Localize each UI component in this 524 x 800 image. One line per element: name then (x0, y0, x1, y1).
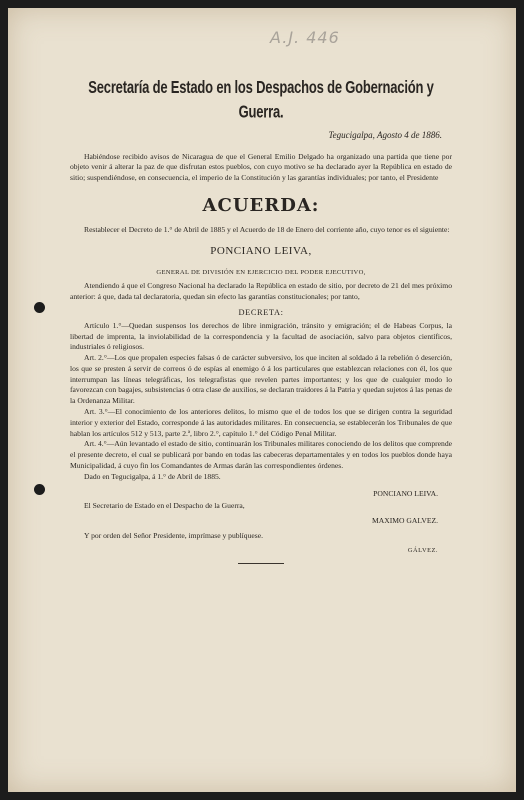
acuerda-paragraph: Restablecer el Decreto de 1.° de Abril de 1885 y el Acuerdo de 18 de Enero del corriente año, cuyo tenor es el siguiente: (84, 224, 450, 234)
decree-author: PONCIANO LEIVA, (210, 245, 312, 258)
document-body (70, 76, 452, 564)
article-paragraph: Artículo 1.°—Quedan suspensos los derechos de libre inmigración, tránsito y emigración; el de Habeas Corpus, la libertad de imprenta, la inviolabilidad de la correspondencia y la facultad de asociación, salvo para objetos científicos, industriales ó religiosos. (70, 320, 452, 352)
considering-paragraph: Atendiendo á que el Congreso Nacional ha declarado la República en estado de sitio, por decreto de 21 del mes próximo anterior: á que, dada tal declaratoria, quedan sin efecto las garantías constitucionales; por tanto, (70, 281, 452, 302)
signature-secretary: MAXIMO GALVEZ. (372, 516, 438, 526)
decree-author-title: GENERAL DE DIVISIÓN EN EJERCICIO DEL PODER EJECUTIVO, (156, 268, 366, 276)
order-line: Y por orden del Señor Presidente, imprímase y publíquese. (84, 530, 263, 540)
pencil-annotation: A.J. 446 (270, 28, 340, 47)
given-line: Dado en Tegucigalpa, á 1.° de Abril de 1885. (84, 471, 221, 481)
secretary-line: El Secretario de Estado en el Despacho de la Guerra, (84, 501, 245, 511)
document-sheet (8, 8, 516, 792)
decreta-heading: DECRETA: (238, 307, 284, 317)
closing-rule (238, 563, 284, 564)
dateline: Tegucigalpa, Agosto 4 de 1886. (328, 129, 442, 140)
punch-hole (34, 302, 45, 313)
punch-hole (34, 484, 45, 495)
acuerda-heading: ACUERDA: (202, 195, 320, 217)
article-paragraph: Art. 4.°—Aún levantado el estado de sitio, continuarán los Tribunales militares conociendo de los delitos que comprende el presente decreto, el cual se publicará por bando en todas las cabeceras departamentales y en todos los pueblos donde haya Municipalidad, á cuyo fin los Comandantes de Armas darán las correspondientes órdenes. (70, 439, 452, 470)
article-paragraph: Art. 3.°—El conocimiento de los anteriores delitos, lo mismo que el de todos los que se dirigen contra la seguridad interior y exterior del Estado, corresponde á las autoridades militares. En consecuencia, se establecerán los Tribunales de que hablan los artículos 512 y 513, parte 2.ª, libro 2.°, capítulo 1.° del Código Penal Militar. (70, 407, 452, 438)
page-title: Secretaría de Estado en los Despachos de Gobernación y Guerra. (88, 76, 434, 123)
signature-final: GÁLVEZ. (407, 546, 438, 554)
signature-president: PONCIANO LEIVA. (373, 488, 438, 498)
article-paragraph: Art. 2.°—Los que propalen especies falsas ó de carácter subversivo, los que inciten al soldado á la rebelión ó deserción, los que se presten á servir de correos ó de espías al enemigo ó á los particulares que establezcan relaciones con él, los que interrumpan las líneas telegráficas, los telegrafistas que revelen partes importantes; y los que de cualquier modo lo favorezcan con bagajes, subsistencias ó otra clase de auxilios, se declaran traidores á la Patria y quedan sujetos á las penas de la Ordenanza Militar. (70, 353, 452, 406)
preamble-paragraph: Habiéndose recibido avisos de Nicaragua de que el General Emilio Delgado ha organizado una partida que tiene por objeto venir á alterar la paz de que disfrutan estos pueblos, con cuyo motivo se ha declarado ayer la República en estado de sitio; suspendiéndose, en consecuencia, el imperio de la Constitución y las garantías individuales; por tanto, el Presidente (70, 151, 452, 183)
